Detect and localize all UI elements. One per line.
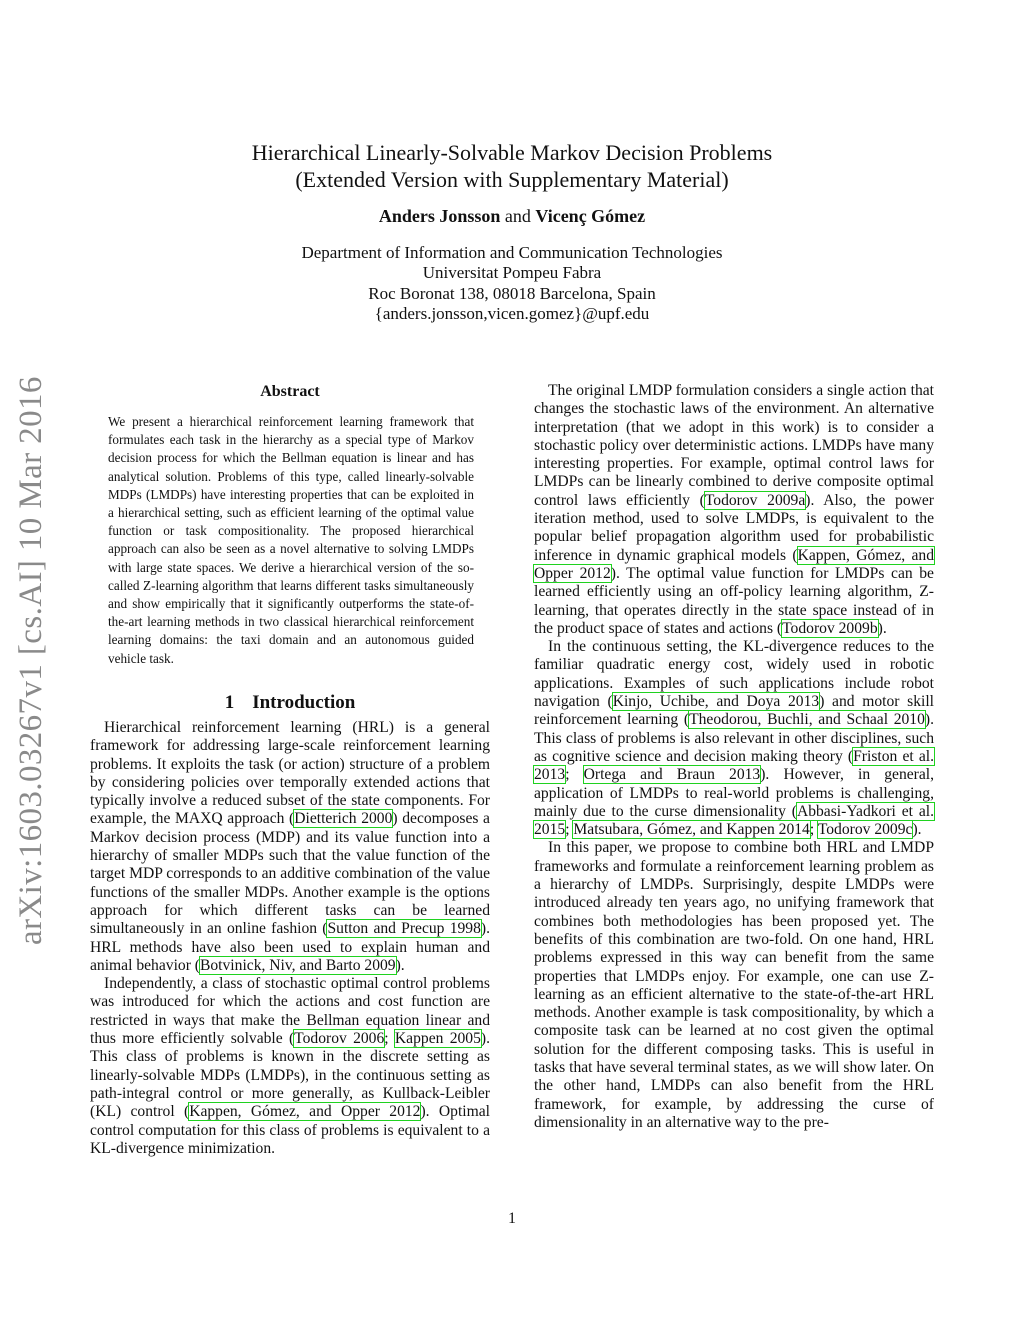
citation-link[interactable]: Todorov 2009a bbox=[704, 491, 806, 509]
abstract-heading: Abstract bbox=[260, 383, 320, 400]
citation-link[interactable]: Botvinick, Niv, and Barto 2009 bbox=[199, 956, 396, 974]
page-number: 1 bbox=[508, 1210, 516, 1227]
citation-link[interactable]: Ortega and Braun 2013 bbox=[583, 766, 761, 784]
paragraph: In this paper, we propose to combine both HRL and LMDP frameworks and formulate a reinforcement learning problem as a hierarchy of LMDPs. Surprisingly, despite LMDPs were introduced already ten years ago, no unifying framework that combines both methodologies has been proposed yet. The benefits of this combination are two-fold. On one hand, HRL problems expressed in this way can benefit from the same properties that LMDPs enjoy. For example, one can use Z-learning as an efficient alternative to the state-of-the-art HRL methods. Another example is task compositionality, by which a composite task can be learned at no cost given the optimal solution for the different composing tasks. This is useful in tasks that have several terminal states, as we will show later. On the other hand, LMDPs can also benefit from the HRL framework, for example, by addressing the curse of dimensionality in an alternative way to the pre- bbox=[534, 839, 934, 1131]
citation-link[interactable]: Abbasi-Yadkori et al. 2015 bbox=[534, 802, 934, 839]
citation-link[interactable]: Todorov 2009b bbox=[782, 619, 878, 637]
citation-link[interactable]: Kappen, Gómez, and Opper 2012 bbox=[189, 1103, 421, 1121]
citation-link[interactable]: Sutton and Precup 1998 bbox=[327, 920, 481, 938]
author-name: Anders Jonsson bbox=[378, 206, 501, 226]
right-column bbox=[534, 382, 934, 1132]
affiliation-email: {anders.jonsson,vicen.gomez}@upf.edu bbox=[374, 304, 650, 323]
abstract-text: We present a hierarchical reinforcement learning framework that formulates each task in the hierarchy as a special type of Markov decision process for which the Bellman equation is linear and has analytical solution. Problems of this type, called linearly-solvable MDPs (LMDPs) have interesting properties that can be exploited in a hierarchical setting, such as efficient learning of the optimal value function or task compositionality. The proposed hierarchical approach can also be seen as a novel alternative to solving LMDPs with large state spaces. We derive a hierarchical version of the so-called Z-learning algorithm that learns different tasks simultaneously and show empirically that it significantly outperforms the state-of-the-art learning methods in two classical hierarchical reinforcement learning domains: the taxi domain and an autonomous guided vehicle task. bbox=[108, 414, 474, 666]
section-title: Introduction bbox=[252, 692, 356, 713]
paragraph: The original LMDP formulation considers a single action that changes the stochastic laws of the environment. An alternative interpretation (that we adopt in this work) is to consider a stochastic policy over deterministic actions. LMDPs have many interesting properties. For example, optimal control laws for LMDPs can be linearly combined to derive composite optimal control laws efficiently (Todorov 2009a). Also, the power iteration method, used to solve LMDPs, is equivalent to the popular belief propagation algorithm used for probabilistic inference in dynamic graphical models (Kappen, Gómez, and Opper 2012). The optimal value function for LMDPs can be learned efficiently using an off-policy learning algorithm, Z-learning, that operates directly in the state space instead of in the product space of states and actions (Todorov 2009b). bbox=[534, 382, 934, 637]
citation-link[interactable]: Dietterich 2000 bbox=[294, 810, 393, 828]
citation-link[interactable]: Todorov 2006 bbox=[294, 1030, 385, 1048]
author-conjunction: and bbox=[504, 206, 531, 226]
paragraph: Hierarchical reinforcement learning (HRL) is a general framework for addressing large-scale reinforcement learning problems. It exploits the task (or action) structure of a problem by considering policies over temporally extended actions that typically involve a reduced subset of the state components. For example, the MAXQ approach (Dietterich 2000) decomposes a Markov decision process (MDP) and its value function into a hierarchy of smaller MDPs such that the value function of the target MDP corresponds to an additive combination of the value functions of the smaller MDPs. Another example is the options approach for which different tasks can be learned simultaneously in an online fashion (Sutton and Precup 1998). HRL methods have also been used to explain human and animal behavior (Botvinick, Niv, and Barto 2009). bbox=[90, 719, 490, 974]
citation-link[interactable]: Friston et al. 2013 bbox=[534, 747, 934, 784]
citation-link[interactable]: Matsubara, Gómez, and Kappen 2014 bbox=[573, 821, 810, 839]
author-name: Vicenç Gómez bbox=[535, 206, 646, 226]
paper-title-line-2: (Extended Version with Supplementary Material) bbox=[295, 167, 729, 192]
citation-link[interactable]: Kappen 2005 bbox=[394, 1030, 481, 1048]
author-list bbox=[0, 204, 1024, 228]
affiliation-department: Department of Information and Communication Technologies bbox=[301, 243, 723, 262]
affiliation-address: Roc Boronat 138, 08018 Barcelona, Spain bbox=[368, 284, 656, 303]
affiliation-university: Universitat Pompeu Fabra bbox=[422, 263, 602, 282]
arxiv-identifier-stamp: arXiv:1603.03267v1 [cs.AI] 10 Mar 2016 bbox=[13, 376, 49, 945]
citation-link[interactable]: Theodorou, Buchli, and Schaal 2010 bbox=[689, 711, 925, 729]
section-heading-introduction bbox=[90, 691, 490, 715]
paragraph: In the continuous setting, the KL-divergence reduces to the familiar quadratic energy cost, widely used in robotic applications. Examples of such applications include robot navigation (Kinjo, Uchibe, and Doya 2013) and motor skill reinforcement learning (Theodorou, Buchli, and Schaal 2010). This class of problems is also relevant in other disciplines, such as cognitive science and decision making theory (Friston et al. 2013; Ortega and Braun 2013). However, in general, application of LMDPs to real-world problems is challenging, mainly due to the curse dimensionality (Abbasi-Yadkori et al. 2015; Matsubara, Gómez, and Kappen 2014; Todorov 2009c). bbox=[534, 638, 935, 839]
citation-link[interactable]: Todorov 2009c bbox=[817, 821, 913, 839]
citation-link[interactable]: Kappen, Gómez, and Opper 2012 bbox=[534, 546, 934, 582]
left-column bbox=[90, 719, 490, 1158]
citation-link[interactable]: Kinjo, Uchibe, and Doya 2013 bbox=[612, 693, 820, 711]
section-number: 1 bbox=[224, 692, 235, 713]
paragraph: Independently, a class of stochastic optimal control problems was introduced for which the actions and cost function are restricted in ways that make the Bellman equation linear and thus more efficiently solvable (Todorov 2006; Kappen 2005). This class of problems is known in the discrete setting as linearly-solvable MDPs (LMDPs), in the continuous setting as path-integral control or more generally, as Kullback-Leibler (KL) control (Kappen, Gómez, and Opper 2012). Optimal control computation for this class of problems is equivalent to a KL-divergence minimization. bbox=[90, 975, 490, 1157]
paper-title-line-1: Hierarchical Linearly-Solvable Markov Decision Problems bbox=[251, 140, 773, 165]
